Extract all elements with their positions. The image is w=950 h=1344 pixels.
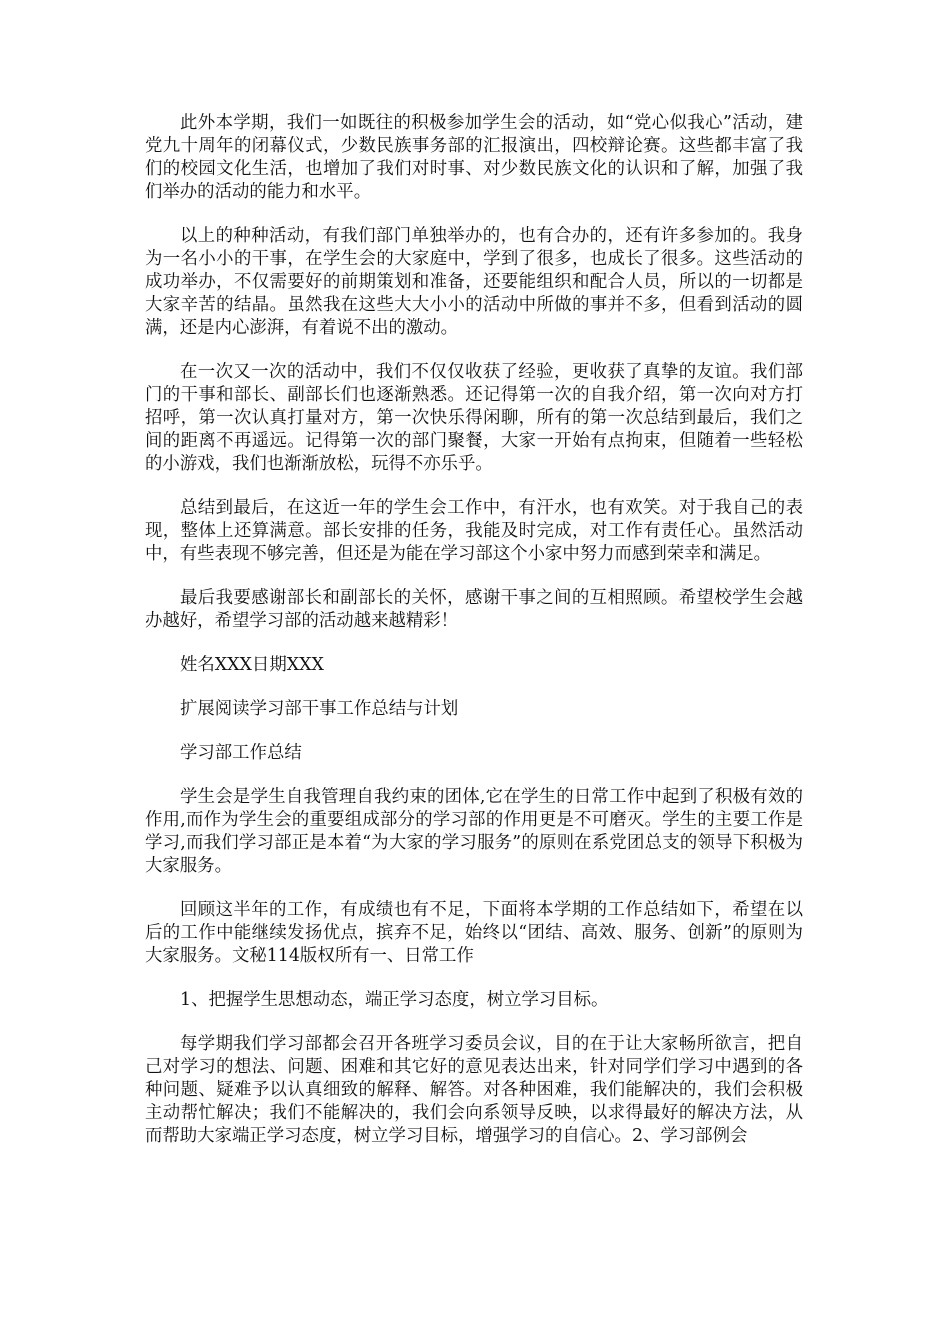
paragraph-friendship: 在一次又一次的活动中，我们不仅仅收获了经验，更收获了真挚的友谊。我们部门的干事和部长、副部长们也逐渐熟悉。还记得第一次的自我介绍，第一次向对方打招呼，第一次认真打量对方，第一次快乐得闲聊，所有的第一次总结到最后，我们之间的距离不再遥远。记得第一次的部门聚餐，大家一开始有点拘束，但随着一些轻松的小游戏，我们也渐渐放松，玩得不亦乐乎。 xyxy=(145,362,803,474)
list-item-1: 1、把握学生思想动态，端正学习态度，树立学习目标。 xyxy=(180,990,609,1010)
paragraph-meeting: 每学期我们学习部都会召开各班学习委员会议，目的在于让大家畅所欲言，把自己对学习的想法、问题、困难和其它好的意见表达出来，针对同学们学习中遇到的各种问题、疑难予以认真细致的解释、解答。对各种困难，我们能解决的，我们会积极主动帮忙解决；我们不能解决的，我们会向系领导反映，以求得最好的解决方法，从而帮助大家端正学习态度，树立学习目标，增强学习的自信心。2、学习部例会 xyxy=(145,1034,803,1146)
paragraph-thanks: 最后我要感谢部长和副部长的关怀，感谢干事之间的互相照顾。希望校学生会越办越好，希望学习部的活动越来越精彩！ xyxy=(145,588,803,631)
paragraph-summary: 总结到最后，在这近一年的学生会工作中，有汗水，也有欢笑。对于我自己的表现，整体上还算满意。部长安排的任务，我能及时完成，对工作有责任心。虽然活动中，有些表现不够完善，但还是为能在学习部这个小家中努力而感到荣幸和满足。 xyxy=(145,498,803,564)
paragraph-student-union: 学生会是学生自我管理自我约束的团体,它在学生的日常工作中起到了积极有效的作用,而作为学生会的重要组成部分的学习部的作用更是不可磨灭。学生的主要工作是学习,而我们学习部正是本着“为大家的学习服务”的原则在系党团总支的领导下积极为大家服务。 xyxy=(145,787,803,876)
signature-line: 姓名XXX日期XXX xyxy=(180,655,324,675)
document-body xyxy=(145,112,803,1169)
paragraph-various-activities: 以上的种种活动，有我们部门单独举办的，也有合办的，还有许多参加的。我身为一名小小的干事，在学生会的大家庭中，学到了很多，也成长了很多。这些活动的成功举办，不仅需要好的前期策划和准备，还要能组织和配合人员，所以的一切都是大家辛苦的结晶。虽然我在这些大大小小的活动中所做的事并不多，但看到活动的圆满，还是内心澎湃，有着说不出的激动。 xyxy=(145,226,803,338)
extended-reading-title: 扩展阅读学习部干事工作总结与计划 xyxy=(180,699,459,719)
paragraph-review: 回顾这半年的工作，有成绩也有不足，下面将本学期的工作总结如下，希望在以后的工作中能继续发扬优点，摈弃不足，始终以“团结、高效、服务、创新”的原则为大家服务。文秘114版权所有一、日常工作 xyxy=(145,900,803,966)
section-title: 学习部工作总结 xyxy=(180,743,302,763)
paragraph-activities: 此外本学期，我们一如既往的积极参加学生会的活动，如“党心似我心”活动，建党九十周年的闭幕仪式，少数民族事务部的汇报演出，四校辩论赛。这些都丰富了我们的校园文化生活，也增加了我们对时事、对少数民族文化的认识和了解，加强了我们举办的活动的能力和水平。 xyxy=(145,113,803,202)
